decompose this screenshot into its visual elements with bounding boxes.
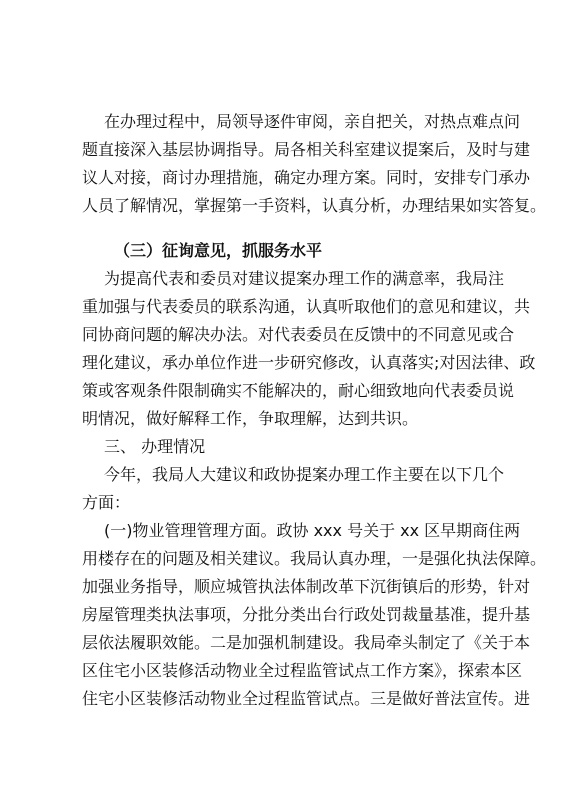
text-line: (一)物业管理管理方面。政协 xxx 号关于 xx 区早期商住两 — [104, 521, 521, 540]
section-heading: 三、 办理情况 — [104, 437, 206, 456]
text-line: 明情况，做好解释工作，争取理解，达到共识。 — [82, 409, 419, 428]
text-line: 为提高代表和委员对建议提案办理工作的满意率，我局注 — [104, 269, 505, 288]
text-line: 房屋管理类执法事项，分批分类出台行政处罚裁量基准，提升基 — [82, 605, 531, 624]
text-line: 区住宅小区装修活动物业全过程监管试点工作方案》，探索本区 — [82, 661, 523, 680]
text-line: 今年，我局人大建议和政协提案办理工作主要在以下几个 — [104, 465, 505, 484]
text-line: 用楼存在的问题及相关建议。我局认真办理，一是强化执法保障。 — [82, 549, 547, 568]
text-line: 同协商问题的解决办法。对代表委员在反馈中的不同意见或合 — [82, 325, 515, 344]
text-line: 理化建议，承办单位作进一步研究修改，认真落实;对因法律、政 — [82, 353, 536, 372]
text-line: 住宅小区装修活动物业全过程监管试点。三是做好普法宣传。进 — [82, 689, 531, 708]
text-line: 策或客观条件限制确实不能解决的，耐心细致地向代表委员说 — [82, 381, 515, 400]
text-line: 在办理过程中，局领导逐件审阅，亲自把关，对热点难点问 — [104, 112, 521, 131]
section-heading: （三）征询意见，抓服务水平 — [114, 241, 323, 260]
text-line: 方面： — [82, 493, 131, 512]
text-line: 人员了解情况，掌握第一手资料，认真分析，办理结果如实答复。 — [82, 196, 547, 215]
text-line: 加强业务指导，顺应城管执法体制改革下沉街镇后的形势，针对 — [82, 577, 531, 596]
text-line: 重加强与代表委员的联系沟通，认真听取他们的意见和建议，共 — [82, 297, 531, 316]
text-line: 层依法履职效能。二是加强机制建设。我局牵头制定了《关于本 — [82, 633, 531, 652]
text-line: 题直接深入基层协调指导。局各相关科室建议提案后，及时与建 — [82, 140, 531, 159]
text-line: 议人对接，商讨办理措施，确定办理方案。同时，安排专门承办 — [82, 168, 531, 187]
